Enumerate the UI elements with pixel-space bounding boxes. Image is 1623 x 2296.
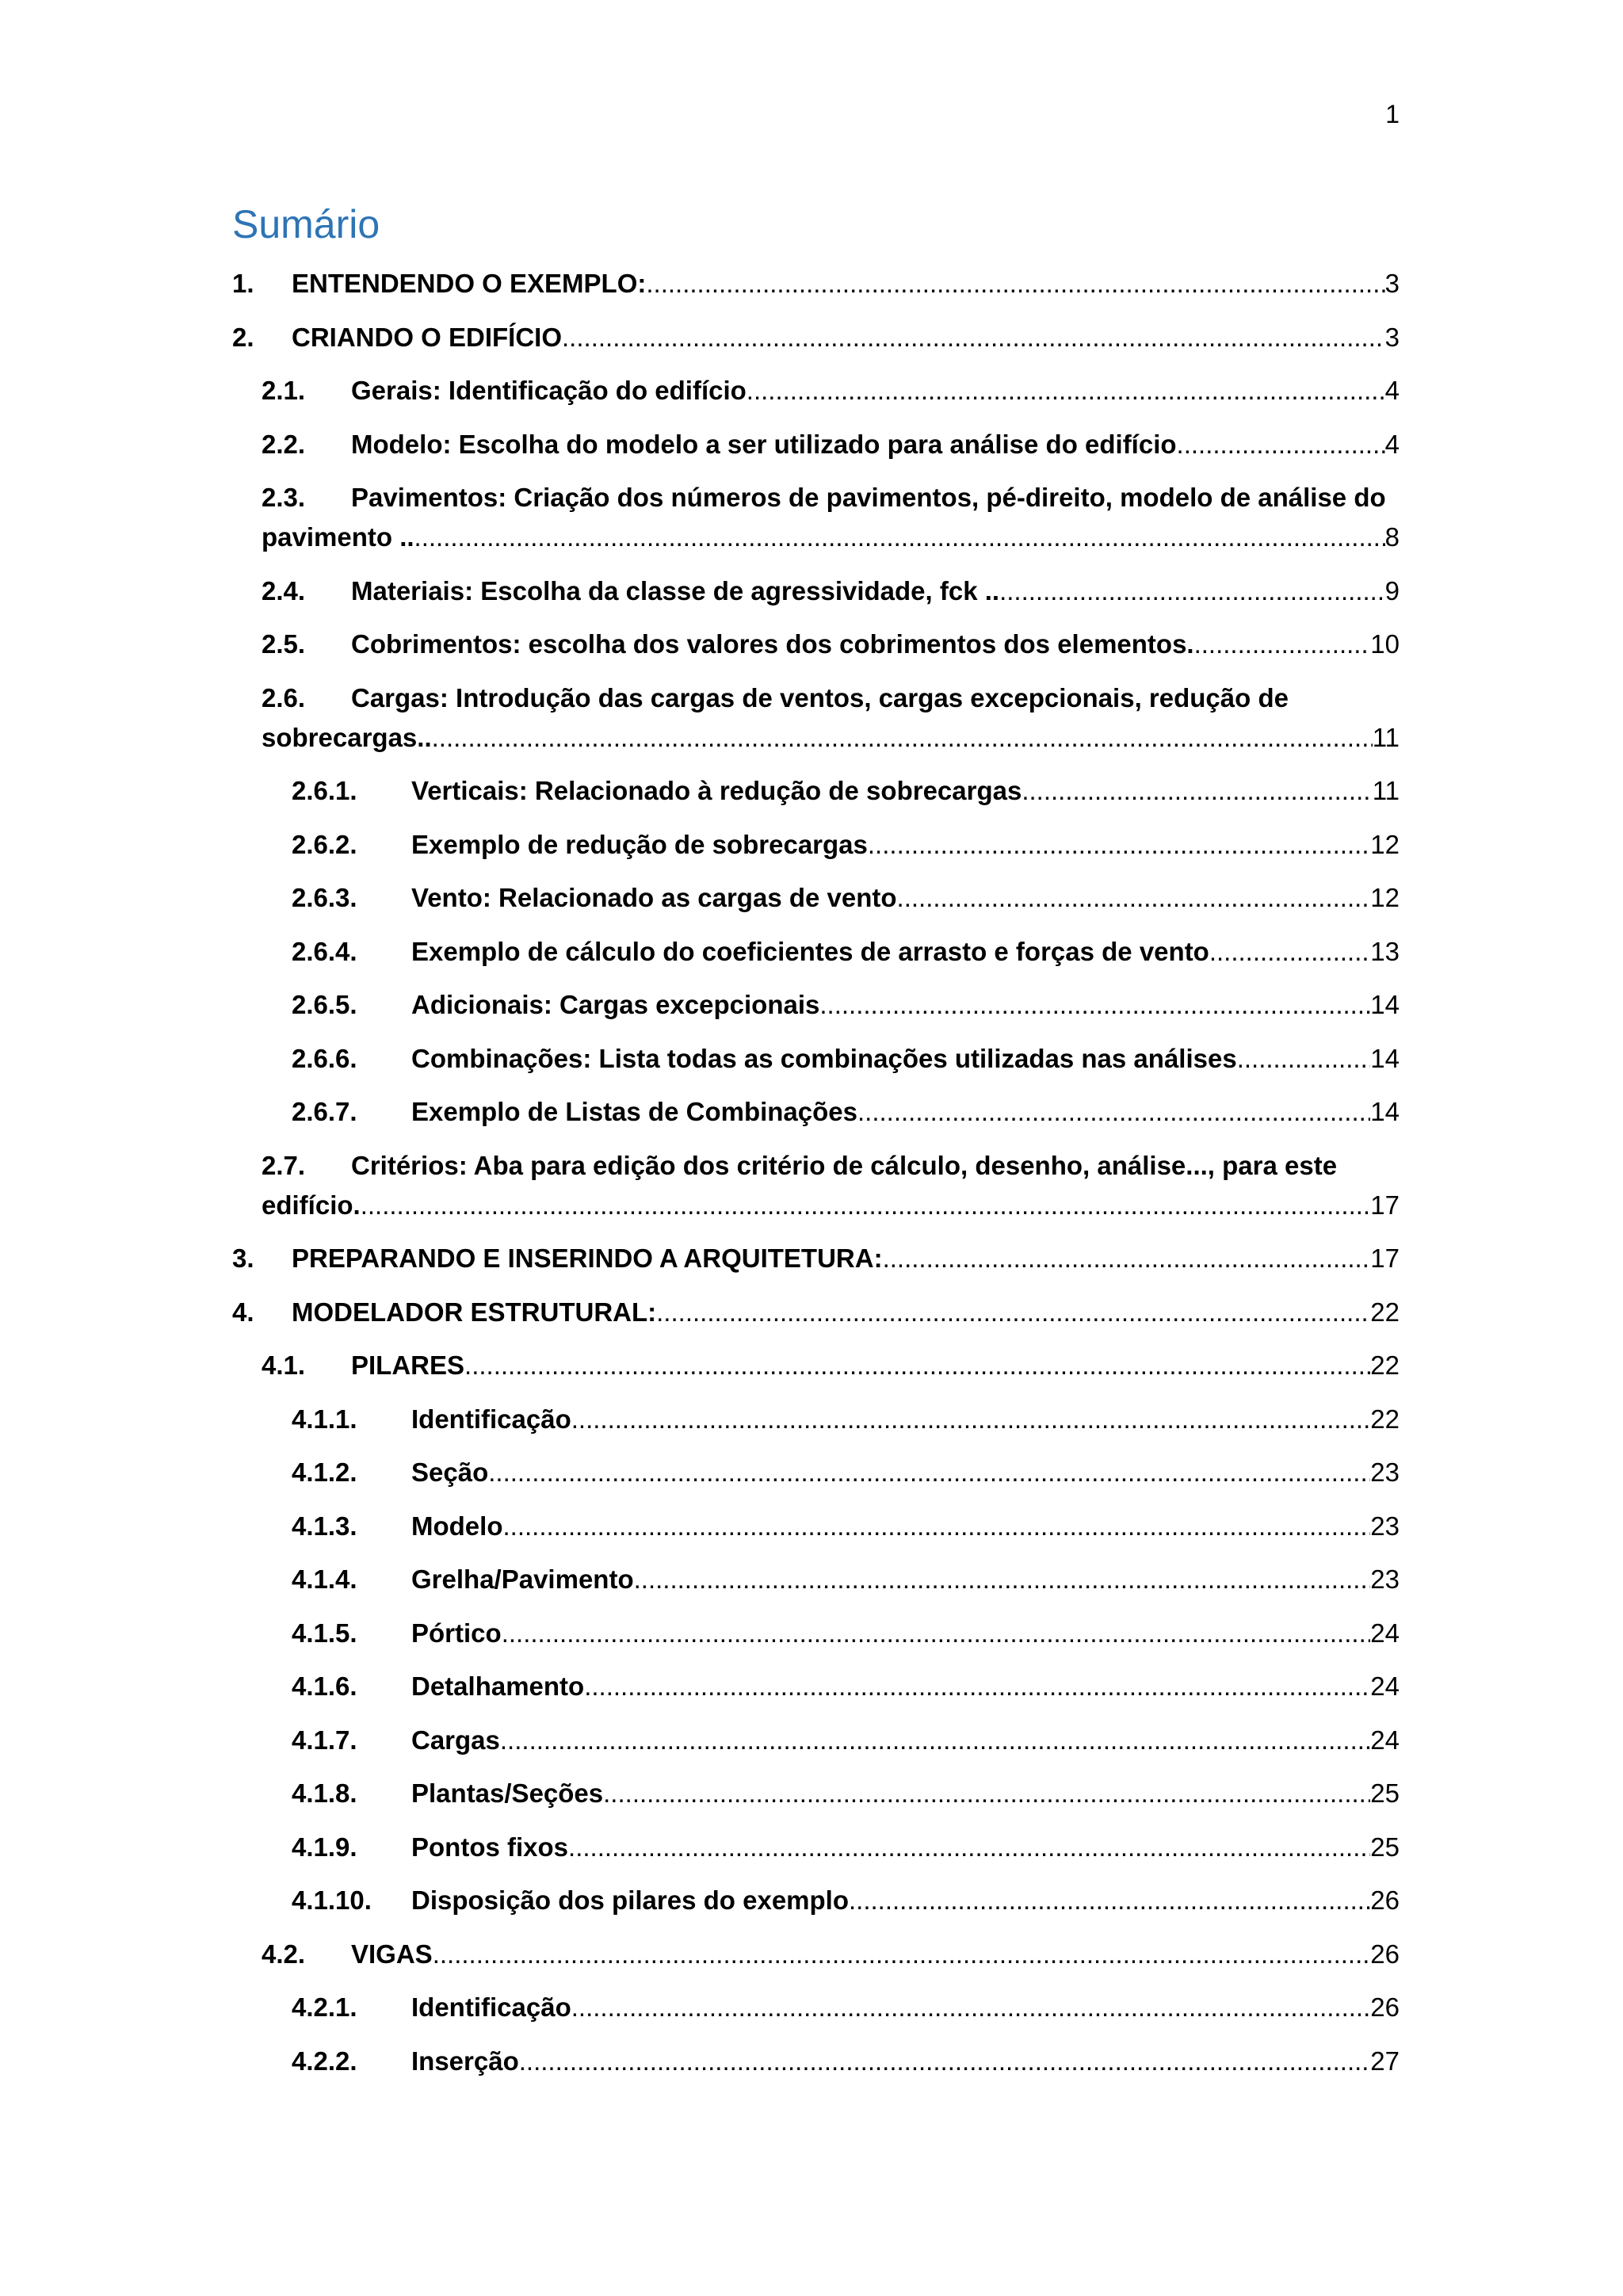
toc-entry-text: ENTENDENDO O EXEMPLO: [292,269,647,298]
toc-entry-page: 10 [1370,629,1400,659]
toc-entry-page: 4 [1384,376,1400,405]
toc-entry-text: Combinações: Lista todas as combinações utilizadas nas análises [411,1043,1237,1073]
toc-entry-2-2[interactable] [262,425,1400,464]
toc-entry-4-1-4[interactable] [292,1560,1400,1599]
toc-entry-text: Pavimentos: Criação dos números de pavimentos, pé-direito, modelo de análise do [351,483,1386,512]
toc-entry-text: Exemplo de Listas de Combinações [411,1097,857,1126]
toc-entry-page: 17 [1370,1244,1400,1273]
toc-entry-3[interactable] [232,1239,1400,1278]
toc-entry-page: 26 [1370,1939,1400,1969]
toc-entry-number: 4.1.7. [292,1725,357,1755]
table-of-contents [232,264,1400,2095]
toc-title: Sumário [232,202,380,246]
toc-entry-text: VIGAS [351,1939,433,1969]
toc-entry-2-6[interactable] [262,678,1400,758]
toc-entry-2-6-5[interactable] [292,985,1400,1025]
toc-entry-text: Pontos fixos [411,1832,569,1862]
toc-entry-number: 2.4. [262,575,306,606]
toc-entry-page: 26 [1370,1885,1400,1915]
toc-entry-page: 9 [1384,575,1400,606]
toc-entry-number: 1. [232,269,254,298]
toc-entry-page: 22 [1370,1350,1400,1380]
toc-entry-2-6-6[interactable] [292,1039,1400,1079]
toc-entry-text: Pórtico [411,1618,502,1648]
toc-entry-number: 2.1. [262,376,306,405]
toc-entry-text: Vento: Relacionado as cargas de vento [411,883,897,912]
toc-entry-text: Cobrimentos: escolha dos valores dos cobrimentos dos elementos. [351,629,1194,659]
toc-entry-text: CRIANDO O EDIFÍCIO [292,322,563,352]
toc-entry-number: 4.1.5. [292,1618,357,1648]
toc-entry-text: Identificação [411,1404,571,1434]
toc-entry-text: Critérios: Aba para edição dos critério de cálculo, desenho, análise..., para este [351,1150,1338,1180]
toc-entry-2-6-4[interactable] [292,932,1400,972]
toc-entry-number: 2.2. [262,429,306,459]
toc-entry-page: 14 [1370,1097,1400,1126]
toc-entry-4-1[interactable] [262,1346,1400,1385]
toc-entry-number: 4. [232,1297,254,1327]
toc-entry-2-5[interactable] [262,625,1400,664]
toc-entry-number: 4.1.10. [292,1885,372,1915]
toc-entry-number: 4.1.6. [292,1671,357,1701]
toc-entry-number: 2.6. [262,682,306,712]
toc-entry-text-cont: pavimento .. [262,522,414,552]
toc-entry-text: Detalhamento [411,1671,585,1701]
toc-entry-page: 12 [1370,829,1400,859]
toc-entry-4-1-10[interactable] [292,1881,1400,1920]
toc-entry-text: Inserção [411,2046,519,2076]
toc-entry-page: 3 [1384,269,1400,298]
toc-entry-text: Materiais: Escolha da classe de agressividade, fck .. [351,575,1000,606]
toc-entry-page: 13 [1370,936,1400,966]
toc-entry-page: 11 [1372,776,1400,805]
toc-entry-page: 22 [1370,1404,1400,1434]
toc-entry-2-6-3[interactable] [292,878,1400,918]
toc-entry-number: 2.6.5. [292,990,357,1019]
toc-entry-page: 26 [1370,1992,1400,2022]
toc-entry-2-1[interactable] [262,371,1400,411]
toc-entry-page: 22 [1370,1297,1400,1327]
toc-entry-page: 25 [1370,1832,1400,1862]
toc-entry-text: Exemplo de cálculo do coeficientes de arrasto e forças de vento [411,936,1209,966]
toc-entry-text-cont: sobrecargas.. [262,722,432,752]
toc-entry-page: 8 [1384,522,1400,552]
toc-entry-number: 2.3. [262,483,306,512]
toc-entry-text-cont: edifício. [262,1190,361,1220]
toc-entry-2-6-2[interactable] [292,825,1400,865]
toc-entry-number: 2.7. [262,1150,306,1180]
toc-entry-text: Exemplo de redução de sobrecargas [411,829,868,859]
toc-entry-number: 4.1.4. [292,1564,357,1594]
toc-entry-4-2-2[interactable] [292,2042,1400,2081]
toc-entry-text: Modelo [411,1511,503,1541]
toc-entry-4-1-5[interactable] [292,1614,1400,1653]
toc-entry-number: 2.6.2. [292,829,357,859]
toc-entry-number: 4.2.2. [292,2046,357,2076]
toc-entry-page: 11 [1372,722,1400,752]
toc-entry-page: 17 [1370,1190,1400,1220]
toc-entry-number: 3. [232,1244,254,1273]
toc-entry-2-3[interactable] [262,478,1400,557]
toc-entry-number: 4.2. [262,1939,306,1969]
toc-entry-page: 25 [1370,1778,1400,1808]
toc-entry-number: 2.6.1. [292,776,357,805]
toc-entry-number: 2.6.3. [292,883,357,912]
toc-entry-page: 12 [1370,883,1400,912]
toc-entry-4-1-8[interactable] [292,1774,1400,1813]
toc-entry-4-1-2[interactable] [292,1453,1400,1492]
toc-entry-4-1-1[interactable] [292,1400,1400,1439]
toc-entry-text: Plantas/Seções [411,1778,604,1808]
toc-entry-number: 2.6.7. [292,1097,357,1126]
toc-entry-page: 4 [1384,429,1400,459]
toc-entry-number: 4.1.2. [292,1457,357,1487]
toc-entry-number: 4.1. [262,1350,306,1380]
toc-entry-1[interactable] [232,264,1400,304]
toc-entry-page: 27 [1370,2046,1400,2076]
toc-entry-text: Modelo: Escolha do modelo a ser utilizado para análise do edifício [351,429,1177,459]
toc-entry-2-7[interactable] [262,1146,1400,1225]
toc-entry-text: Disposição dos pilares do exemplo [411,1885,849,1915]
toc-entry-page: 23 [1370,1564,1400,1594]
toc-entry-2-6-7[interactable] [292,1092,1400,1132]
toc-entry-page: 23 [1370,1511,1400,1541]
toc-entry-2-6-1[interactable] [292,771,1400,811]
toc-entry-text: Grelha/Pavimento [411,1564,634,1594]
toc-entry-4-2[interactable] [262,1935,1400,1974]
toc-entry-number: 4.2.1. [292,1992,357,2022]
toc-entry-number: 4.1.9. [292,1832,357,1862]
toc-entry-4-2-1[interactable] [292,1988,1400,2027]
toc-entry-text: Cargas [411,1725,500,1755]
toc-entry-4-1-9[interactable] [292,1828,1400,1867]
toc-entry-page: 3 [1384,322,1400,352]
toc-entry-page: 24 [1370,1725,1400,1755]
toc-entry-text: Cargas: Introdução das cargas de ventos, cargas excepcionais, redução de [351,682,1289,712]
toc-entry-number: 4.1.8. [292,1778,357,1808]
toc-entry-text: PILARES [351,1350,465,1380]
toc-entry-2-4[interactable] [262,571,1400,611]
toc-entry-page: 14 [1370,990,1400,1019]
toc-entry-number: 4.1.3. [292,1511,357,1541]
page-number: 1 [1385,100,1400,128]
toc-entry-text: MODELADOR ESTRUTURAL: [292,1297,657,1327]
toc-entry-text: Verticais: Relacionado à redução de sobrecargas [411,776,1022,805]
toc-entry-text: Adicionais: Cargas excepcionais [411,990,820,1019]
toc-entry-page: 14 [1370,1043,1400,1073]
toc-entry-text: Identificação [411,1992,571,2022]
toc-entry-page: 24 [1370,1671,1400,1701]
toc-entry-number: 2. [232,322,254,352]
toc-entry-number: 2.6.4. [292,936,357,966]
toc-entry-page: 23 [1370,1457,1400,1487]
toc-entry-number: 2.5. [262,629,306,659]
toc-entry-number: 4.1.1. [292,1404,357,1434]
toc-entry-2[interactable] [232,318,1400,357]
toc-entry-4-1-3[interactable] [292,1507,1400,1546]
toc-entry-number: 2.6.6. [292,1043,357,1073]
toc-entry-4[interactable] [232,1293,1400,1332]
toc-entry-text: PREPARANDO E INSERINDO A ARQUITETURA: [292,1244,883,1273]
toc-entry-text: Seção [411,1457,489,1487]
toc-entry-text: Gerais: Identificação do edifício [351,376,747,405]
toc-entry-4-1-7[interactable] [292,1721,1400,1760]
toc-entry-4-1-6[interactable] [292,1667,1400,1706]
toc-entry-page: 24 [1370,1618,1400,1648]
